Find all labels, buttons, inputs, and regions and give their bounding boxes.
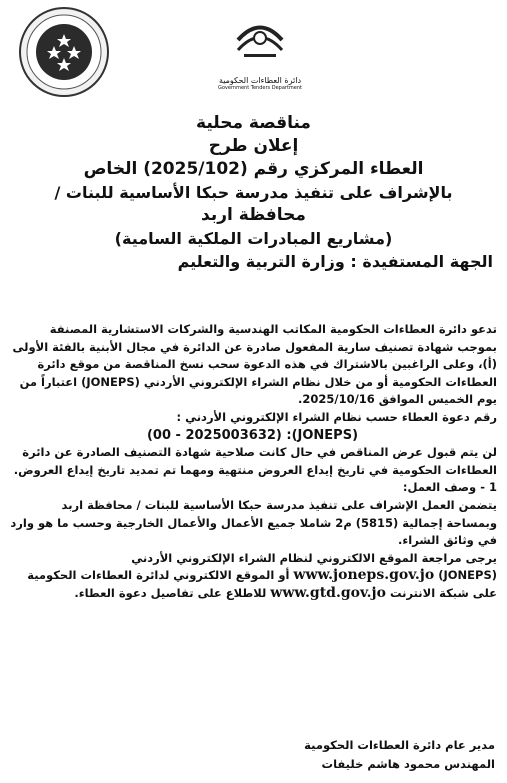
body-website-note-part3: للاطلاع على تفاصيل دعوة العطاء. <box>74 585 267 600</box>
department-name-ar: دائرة العطاءات الحكومية <box>218 76 302 85</box>
title-subject: بالإشراف على تنفيذ مدرسة حبكا الأساسية للبنات / <box>54 183 453 202</box>
crest-logo-icon <box>18 6 110 98</box>
body-invitation-number-label: رقم دعوة العطاء حسب نظام الشراء الإلكتروني الأردني : <box>176 409 497 424</box>
announcement-body <box>8 321 497 603</box>
gtd-link[interactable]: www.gtd.gov.jo <box>270 584 386 601</box>
signature-title: مدير عام دائرة العطاءات الحكومية <box>304 738 495 752</box>
body-website-note <box>8 550 497 603</box>
signature-block <box>304 736 495 774</box>
body-work-description-heading: 1 - وصف العمل: <box>402 480 497 495</box>
title-announcement: إعلان طرح <box>208 136 299 156</box>
joneps-link[interactable]: www.joneps.gov.jo <box>293 567 435 584</box>
title-initiatives: (مشاريع المبادرات الملكية السامية) <box>114 229 393 248</box>
announcement-titles <box>0 112 507 273</box>
title-local-tender: مناقصة محلية <box>196 113 311 133</box>
body-certificate-note: لن يتم قبول عرض المناقص في حال كانت صلاحية شهادة التصنيف الصادرة عن دائرة العطاءات الحكومية في تاريخ إيداع العروض منتهية ومهما تم تمديد تاريخ إيداع العروض. <box>13 445 497 477</box>
body-website-note-part2: (JONEPS) أو الموقع الالكتروني لدائرة العطاءات الحكومية على شبكة الانترنت <box>27 568 497 600</box>
body-joneps-code: (JONEPS): (00 - 2025003632) <box>146 427 359 443</box>
department-emblem-icon <box>230 10 290 70</box>
signature-name: المهندس محمود هاشم خليفات <box>321 757 495 771</box>
title-governorate: محافظة اربد <box>201 205 306 225</box>
title-tender-number: العطاء المركزي رقم (2025/102) الخاص <box>83 159 424 179</box>
department-logo <box>205 10 315 100</box>
body-work-description: يتضمن العمل الإشراف على تنفيذ مدرسة حبكا الأساسية للبنات / محافظة اربد وبمساحة إجمالية (5815) م2 شاملا جميع الأعمال والأعمال الخارجية وحسب ما هو وارد في وثائق الشراء. <box>10 497 497 548</box>
body-website-note-part1: يرجى مراجعة الموقع الالكتروني لنظام الشراء الإلكتروني الأردني <box>131 550 497 565</box>
title-beneficiary: الجهة المستفيدة : وزارة التربية والتعليم <box>177 252 493 271</box>
body-invitation: تدعو دائرة العطاءات الحكومية المكاتب الهندسية والشركات الاستشارية المصنفة بموجب شهادة تصنيف سارية المفعول صادرة عن الدائرة في مجال الأبنية بالفئة الأولى (أ)، وعلى الراغبين بالاشتراك في هذه الدعوة سحب نسخ المناقصة من موقع دائرة العطاءات الحكومية أو من خلال نظام الشراء الإلكتروني الأردني (JONEPS) اعتباراً من يوم الخميس الموافق 2025/10/16. <box>12 322 497 407</box>
department-name-en: Government Tenders Department <box>218 85 302 91</box>
